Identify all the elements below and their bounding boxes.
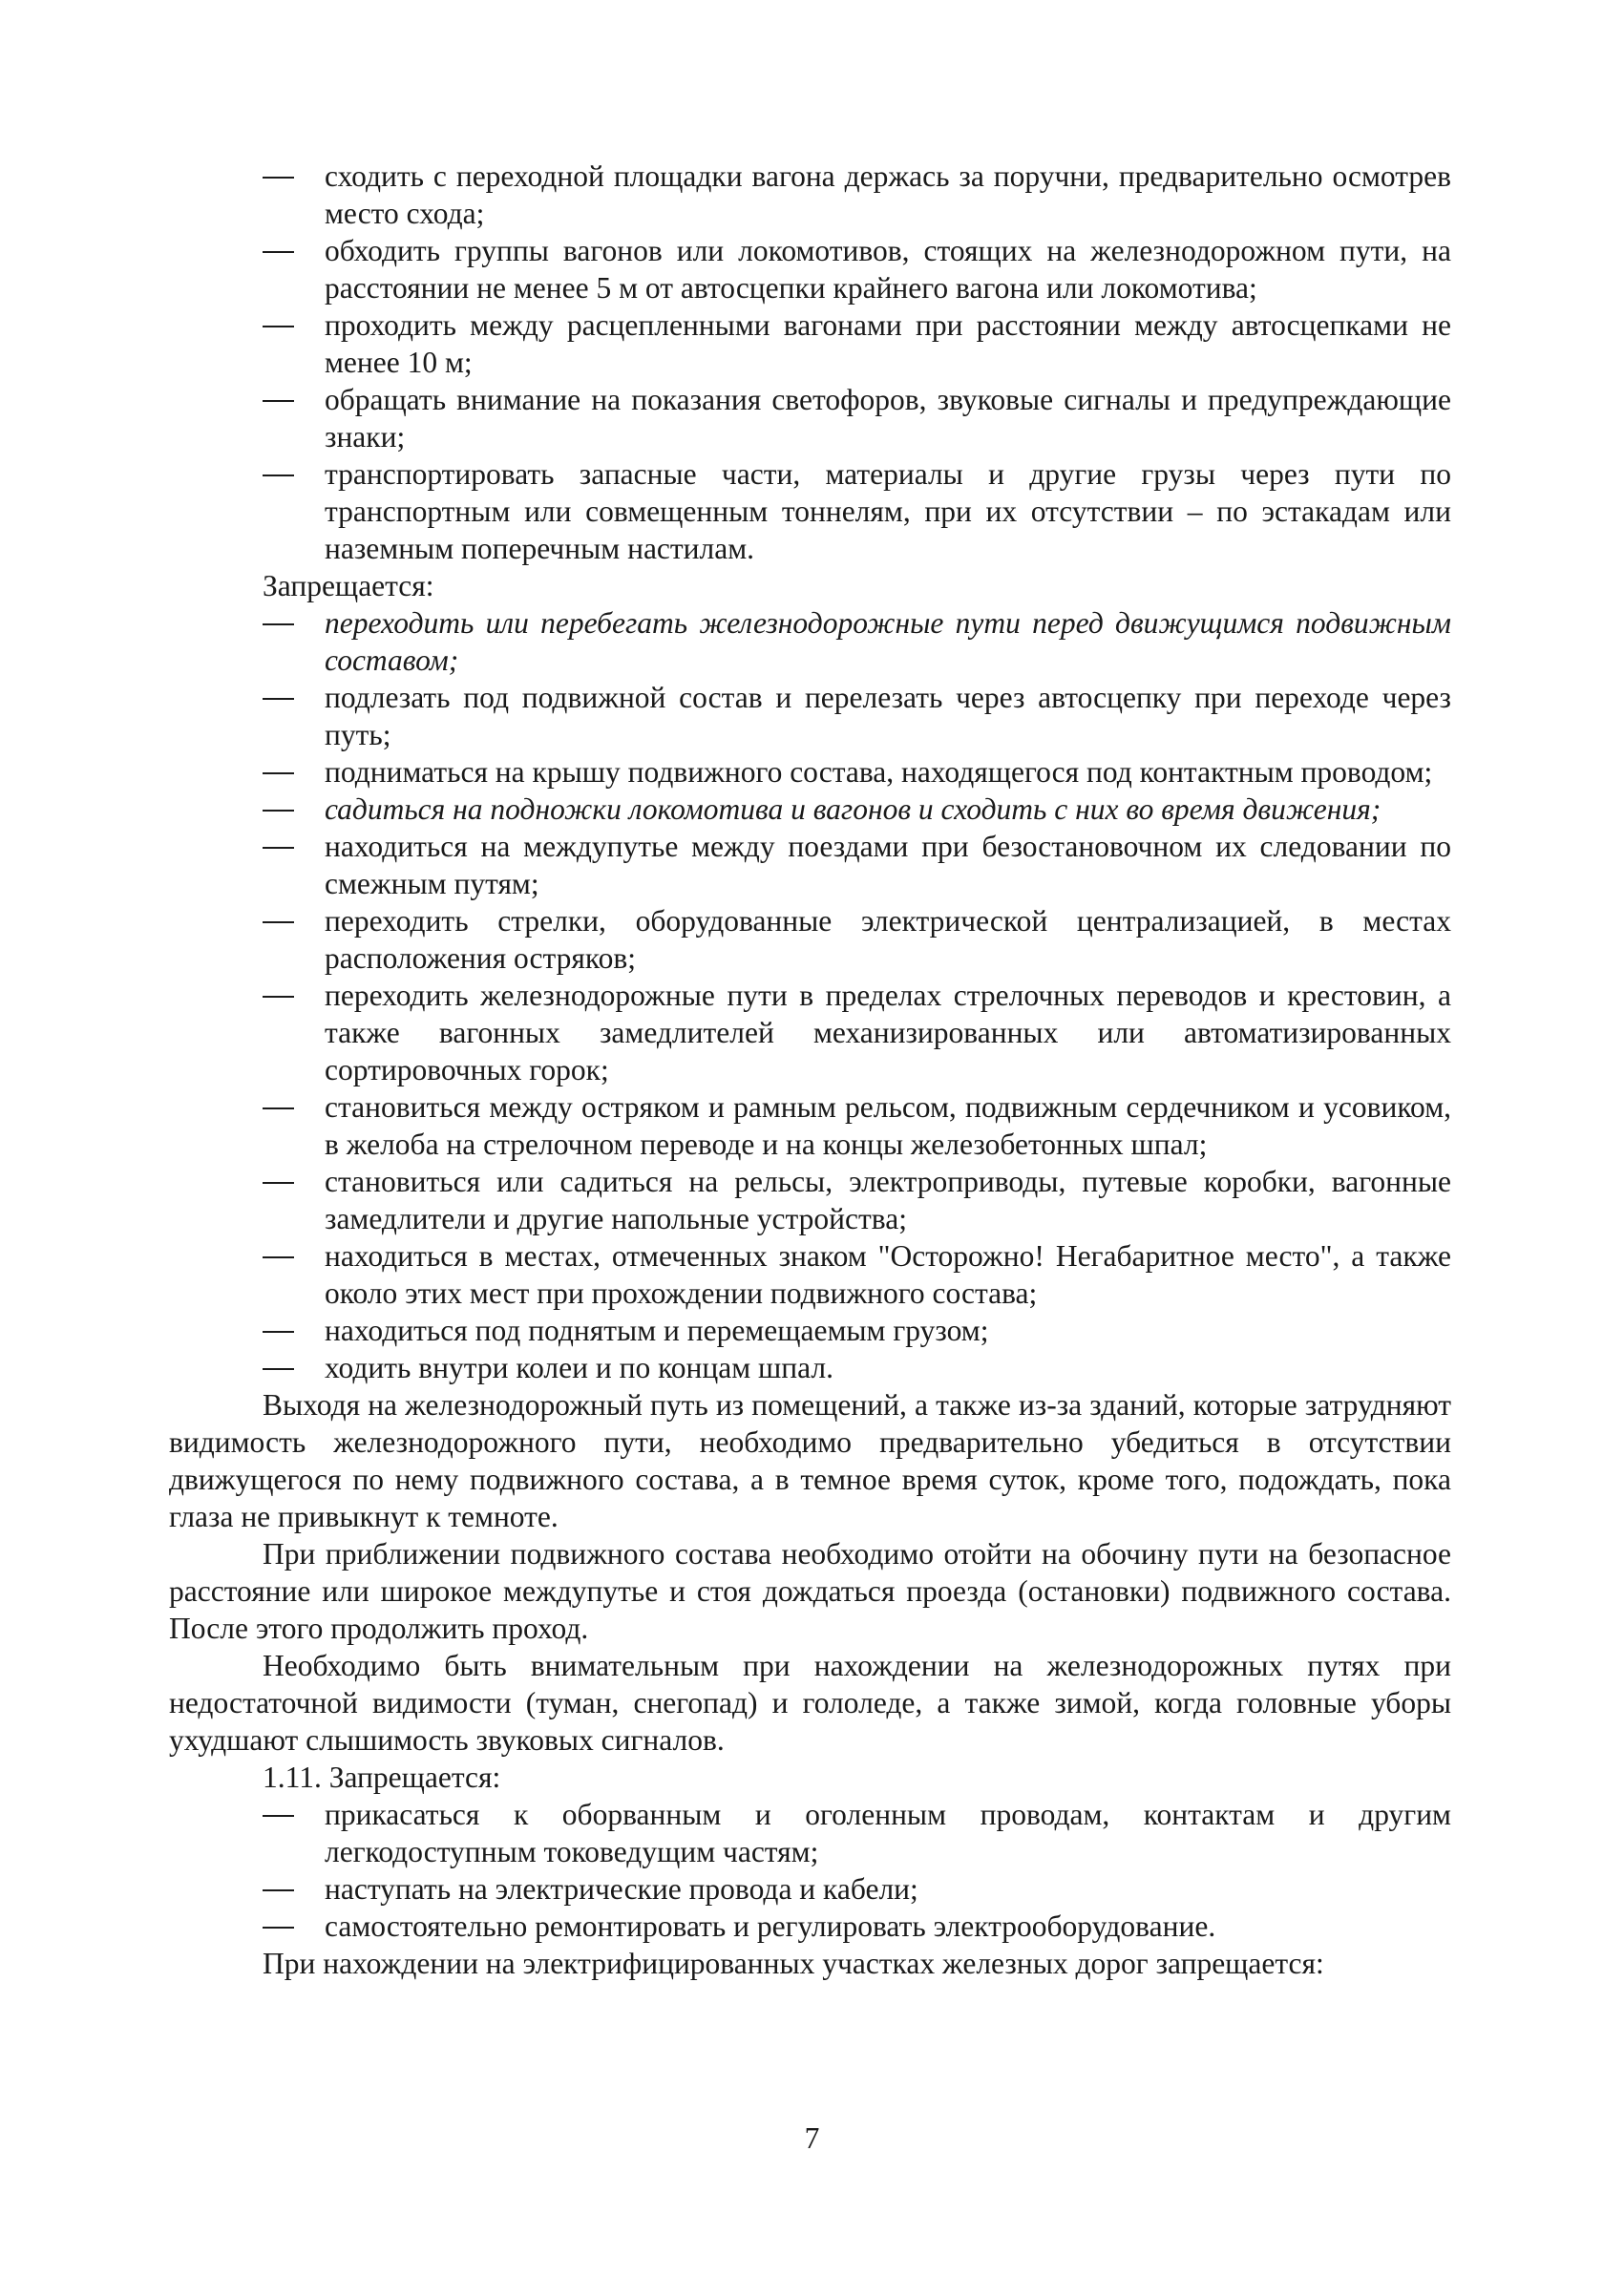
- list-item: проходить между расцепленными вагонами при расстоянии между автосцепками не менее 10 м;: [169, 306, 1451, 381]
- list-item: самостоятельно ремонтировать и регулировать электрооборудование.: [169, 1908, 1451, 1945]
- list-item: становиться между остряком и рамным рельсом, подвижным сердечником и усовиком, в желоба на стрелочном переводе и на концы железобетонных шпал;: [169, 1088, 1451, 1163]
- list-item: находиться в местах, отмеченных знаком "Осторожно! Негабаритное место", а также около этих мест при прохождении подвижного состава;: [169, 1237, 1451, 1312]
- paragraph: Выходя на железнодорожный путь из помещений, а также из-за зданий, которые затрудняют видимость железнодорожного пути, необходимо предварительно убедиться в отсутствии движущегося по нему подвижного состава, а в темное время суток, кроме того, подождать, пока глаза не привыкнут к темноте.: [169, 1388, 1451, 1533]
- page-content: [169, 158, 1451, 1982]
- prohibited-heading: Запрещается:: [263, 569, 434, 602]
- list-item: обходить группы вагонов или локомотивов, стоящих на железнодорожном пути, на расстоянии не менее 5 м от автосцепки крайнего вагона или локомотива;: [169, 232, 1451, 306]
- list-item: садиться на подножки локомотива и вагонов и сходить с них во время движения;: [169, 791, 1451, 828]
- list-item: транспортировать запасные части, материалы и другие грузы через пути по транспортным или совмещенным тоннелям, при их отсутствии – по эстакадам или наземным поперечным настилам.: [169, 455, 1451, 567]
- list-item: переходить или перебегать железнодорожные пути перед движущимся подвижным составом;: [169, 604, 1451, 679]
- list-item: сходить с переходной площадки вагона держась за поручни, предварительно осмотрев место схода;: [169, 158, 1451, 232]
- list-item: наступать на электрические провода и кабели;: [169, 1870, 1451, 1908]
- list-item: находиться под поднятым и перемещаемым грузом;: [169, 1312, 1451, 1349]
- list-item: находиться на междупутье между поездами при безостановочном их следовании по смежным путям;: [169, 828, 1451, 902]
- list-item: переходить железнодорожные пути в пределах стрелочных переводов и крестовин, а также вагонных замедлителей механизированных или автоматизированных сортировочных горок;: [169, 977, 1451, 1088]
- list-item: переходить стрелки, оборудованные электрической централизацией, в местах расположения остряков;: [169, 902, 1451, 977]
- paragraph: При приближении подвижного состава необходимо отойти на обочину пути на безопасное расстояние или широкое междупутье и стоя дождаться проезда (остановки) подвижного состава. После этого продолжить проход.: [169, 1537, 1451, 1645]
- section-heading: 1.11. Запрещается:: [263, 1761, 501, 1794]
- list-item: обращать внимание на показания светофоров, звуковые сигналы и предупреждающие знаки;: [169, 381, 1451, 455]
- paragraph: Необходимо быть внимательным при нахождении на железнодорожных путях при недостаточной видимости (туман, снегопад) и гололеде, а также зимой, когда головные уборы ухудшают слышимость звуковых сигналов.: [169, 1649, 1451, 1757]
- list-item: становиться или садиться на рельсы, электроприводы, путевые коробки, вагонные замедлители и другие напольные устройства;: [169, 1163, 1451, 1237]
- page-number: 7: [804, 2121, 820, 2155]
- list-item: подлезать под подвижной состав и перелезать через автосцепку при переходе через путь;: [169, 679, 1451, 753]
- list-item: прикасаться к оборванным и оголенным проводам, контактам и другим легкодоступным токоведущим частям;: [169, 1796, 1451, 1870]
- list-item: подниматься на крышу подвижного состава, находящегося под контактным проводом;: [169, 753, 1451, 791]
- list-item: ходить внутри колеи и по концам шпал.: [169, 1349, 1451, 1386]
- closing-line: При нахождении на электрифицированных участках железных дорог запрещается:: [263, 1947, 1324, 1980]
